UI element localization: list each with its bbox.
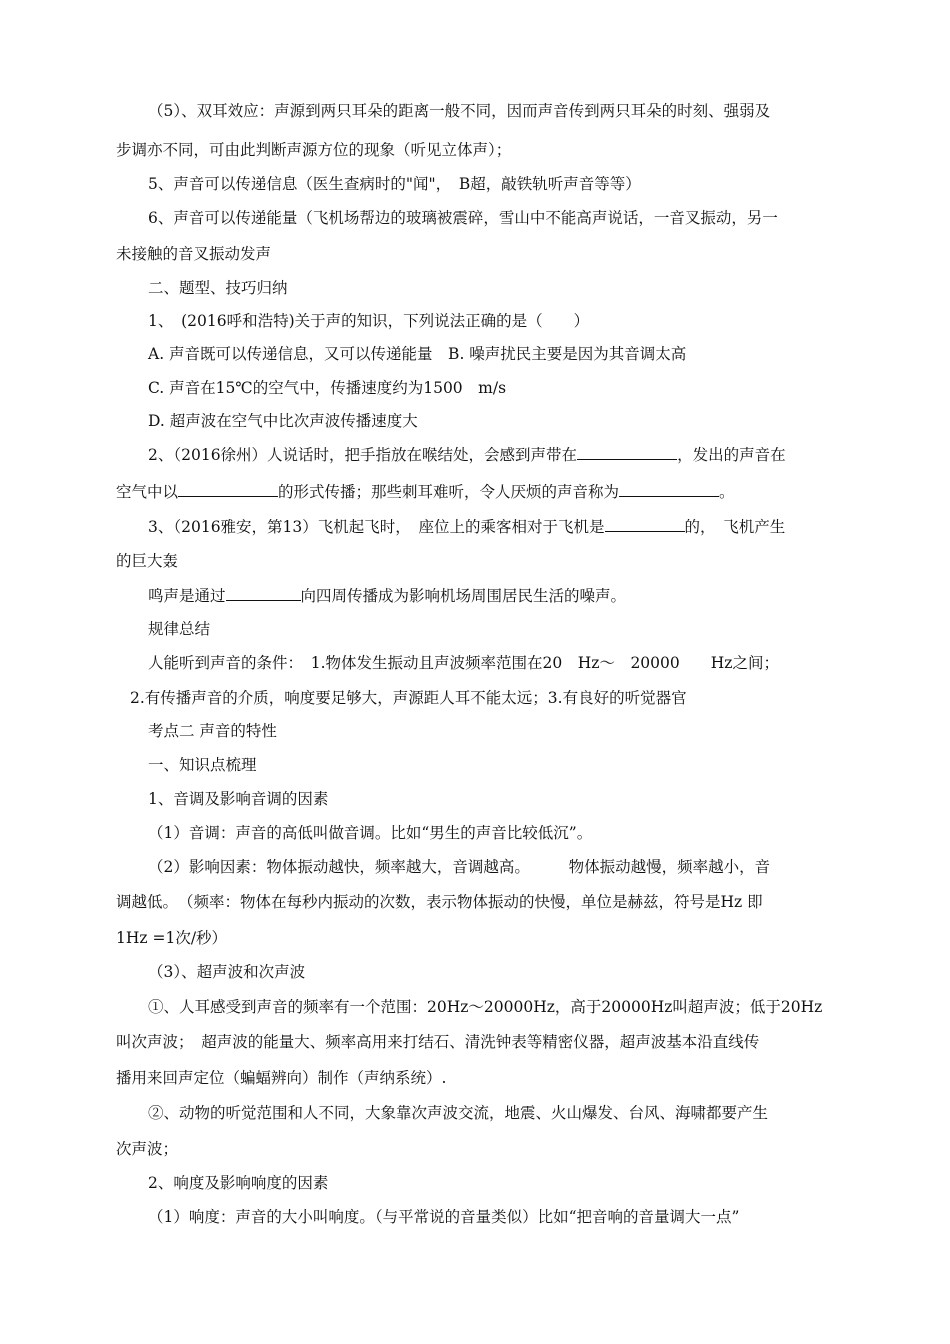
text-line: ②、动物的听觉范围和人不同，大象靠次声波交流，地震、火山爆发、台风、海啸都要产生 <box>148 1104 769 1122</box>
option-d: D. 超声波在空气中比次声波传播速度大 <box>148 412 418 430</box>
question-3-cont: 鸣声是通过 向四周传播成为影响机场周围居民生活的噪声。 <box>0 584 950 607</box>
question-1: 1、 (2016呼和浩特)关于声的知识，下列说法正确的是（ ） <box>148 312 590 330</box>
text-line: 5、声音可以传递信息（医生查病时的"闻"， B超，敲铁轨听声音等等） <box>148 175 641 193</box>
option-c: C. 声音在15℃的空气中，传播速度约为1500 m/s <box>148 379 507 397</box>
text-line: 调越低。 （频率：物体在每秒内振动的次数，表示物体振动的快慢，单位是赫兹，符号是Hz 即 <box>116 893 763 911</box>
answer-blank[interactable] <box>605 515 685 532</box>
question-2: 2、（2016徐州）人说话时，把手指放在喉结处，会感到声带在 ，发出的声音在 <box>0 443 950 466</box>
section-heading: 2、响度及影响响度的因素 <box>148 1174 329 1192</box>
answer-blank[interactable] <box>619 480 719 497</box>
answer-blank[interactable] <box>226 584 301 601</box>
summary-heading: 规律总结 <box>148 620 211 638</box>
text-line: 未接触的音叉振动发声 <box>116 245 272 263</box>
text-line: 人能听到声音的条件： 1.物体发生振动且声波频率范围在20 Hz～ 20000 Hz之间； <box>148 654 779 672</box>
answer-blank[interactable] <box>577 443 677 460</box>
text-line: （1）音调：声音的高低叫做音调。比如“男生的声音比较低沉”。 <box>148 824 593 842</box>
text-line: 2.有传播声音的介质，响度要足够大，声源距人耳不能太远；3.有良好的听觉器官 <box>130 689 687 707</box>
text-line: 步调亦不同，可由此判断声源方位的现象（听见立体声）； <box>116 141 512 159</box>
text-line: 次声波； <box>116 1140 179 1158</box>
text-line: 6、声音可以传递能量（飞机场帮边的玻璃被震碎，雪山中不能高声说话，一音叉振动，另一 <box>148 209 778 227</box>
text-line: （2）影响因素：物体振动越快，频率越大，音调越高。 物体振动越慢，频率越小，音 <box>148 858 771 876</box>
text-line: （3）、超声波和次声波 <box>148 963 306 981</box>
text-line: 叫次声波； 超声波的能量大、频率高用来打结石、清洗钟表等精密仪器，超声波基本沿直线传 <box>116 1033 760 1051</box>
text-line: （5）、双耳效应：声源到两只耳朵的距离一般不同，因而声音传到两只耳朵的时刻、强弱及 <box>148 102 771 120</box>
answer-blank[interactable] <box>178 480 278 497</box>
question-2-cont: 空气中以 的形式传播；那些刺耳难听，令人厌烦的声音称为 。 <box>0 480 950 503</box>
section-heading: 二、题型、技巧归纳 <box>148 279 288 297</box>
text-line: ①、人耳感受到声音的频率有一个范围：20Hz～20000Hz，高于20000Hz叫超声波；低于20Hz <box>148 998 823 1016</box>
question-3-cont: 的巨大轰 <box>116 552 179 570</box>
text-line: 1Hz =1次/秒） <box>116 929 228 947</box>
text-line: （1）响度：声音的大小叫响度。（与平常说的音量类似）比如“把音响的音量调大一点” <box>148 1208 740 1226</box>
section-heading: 一、知识点梳理 <box>148 756 257 774</box>
section-heading: 考点二 声音的特性 <box>148 722 277 740</box>
section-heading: 1、音调及影响音调的因素 <box>148 790 329 808</box>
option-a-b: A. 声音既可以传递信息，又可以传递能量 B. 噪声扰民主要是因为其音调太高 <box>148 345 687 363</box>
text-line: 播用来回声定位（蝙蝠辨向）制作（声纳系统）. <box>116 1069 447 1087</box>
question-3: 3、（2016雅安，第13）飞机起飞时， 座位上的乘客相对于飞机是 的， 飞机产生 <box>0 515 950 538</box>
